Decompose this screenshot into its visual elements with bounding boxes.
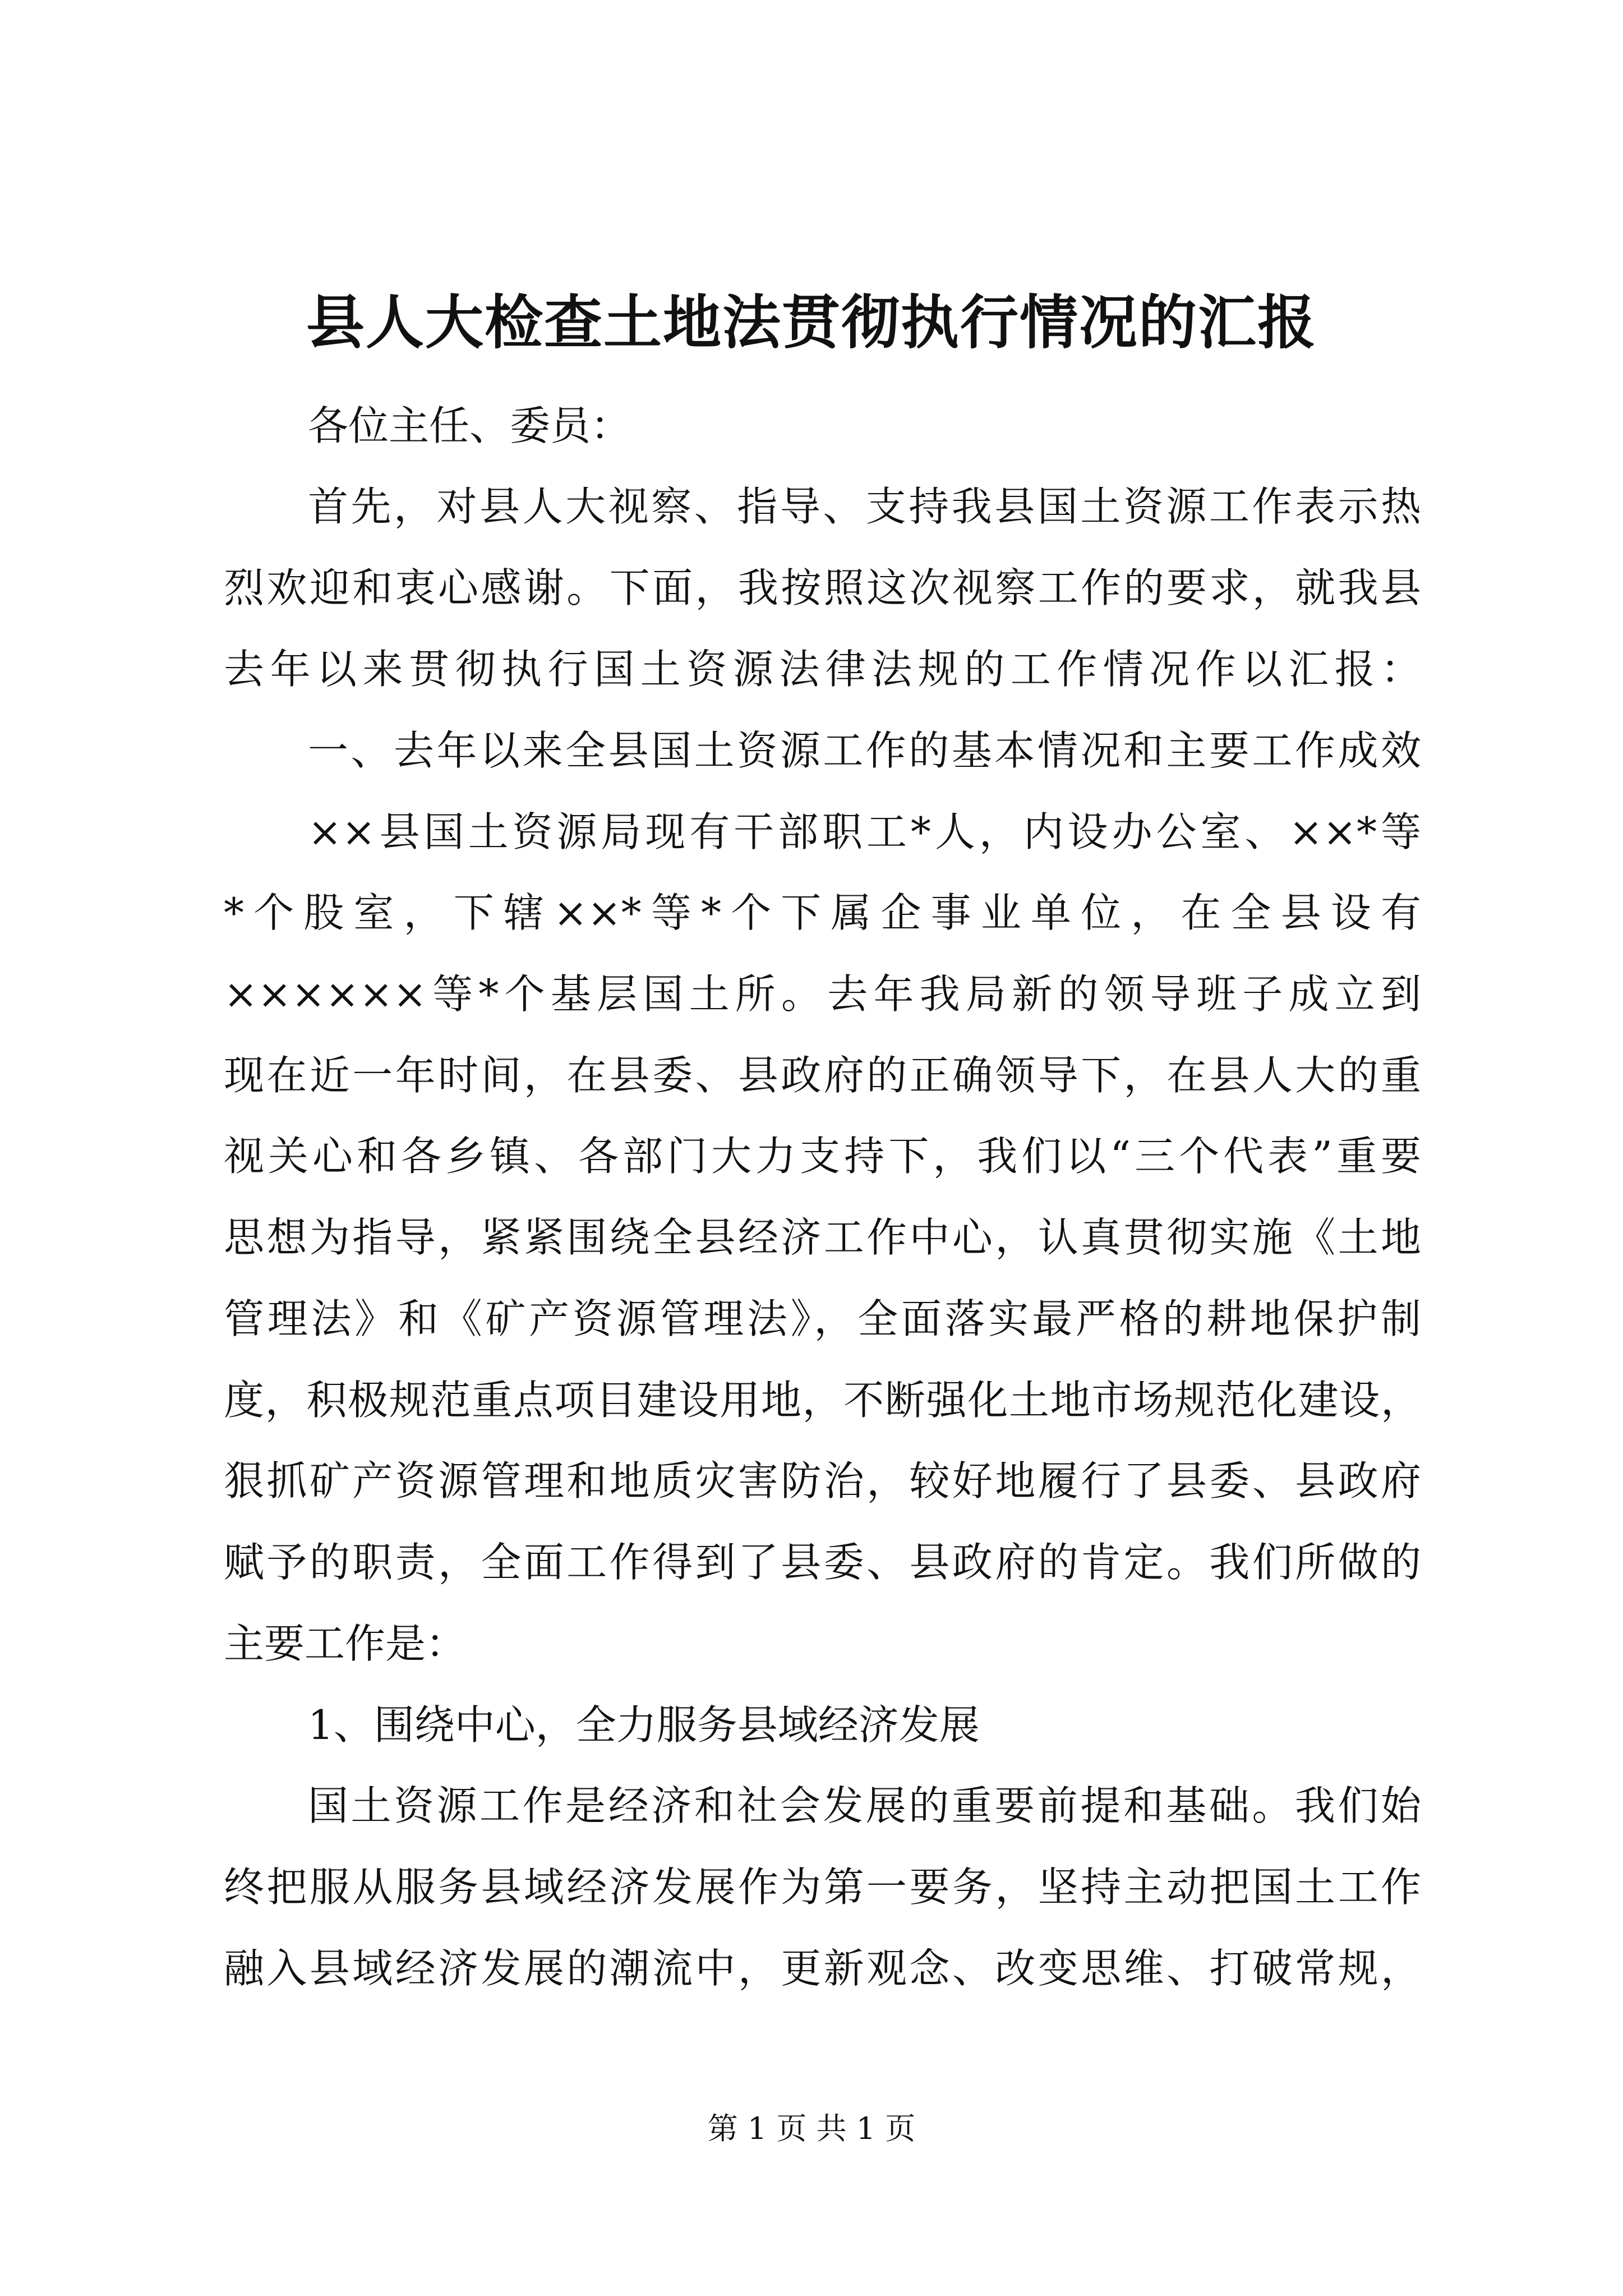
paragraph-line: 国土资源工作是经济和社会发展的重要前提和基础。我们始 [308,1782,1421,1829]
paragraph-line: 去年以来贯彻执行国土资源法律法规的工作情况作以汇报： [224,646,1421,693]
paragraph-line: ××县国土资源局现有干部职工*人，内设办公室、××*等 [308,808,1421,855]
paragraph-line: 思想为指导，紧紧围绕全县经济工作中心，认真贯彻实施《土地 [224,1214,1421,1261]
paragraph-line: 现在近一年时间，在县委、县政府的正确领导下，在县人大的重 [224,1052,1421,1099]
paragraph-line: 融入县域经济发展的潮流中，更新观念、改变思维、打破常规， [224,1945,1421,1992]
paragraph-line: 管理法》和《矿产资源管理法》，全面落实最严格的耕地保护制 [224,1295,1421,1342]
page-footer: 第 1 页 共 1 页 [707,2111,916,2146]
paragraph-line: *个股室，下辖××*等*个下属企事业单位，在全县设有 [224,889,1421,936]
paragraph-line: 主要工作是： [224,1620,467,1667]
section-heading: 一、去年以来全县国土资源工作的基本情况和主要工作成效 [308,727,1421,774]
paragraph-line: 度，积极规范重点项目建设用地，不断强化土地市场规范化建设， [224,1377,1421,1424]
subsection-heading: 1、围绕中心，全力服务县域经济发展 [308,1701,980,1749]
paragraph-line: 烈欢迎和衷心感谢。下面，我按照这次视察工作的要求，就我县 [224,564,1421,611]
paragraph-line: 终把服从服务县域经济发展作为第一要务，坚持主动把国土工作 [224,1864,1421,1911]
paragraph-line: ××××××等*个基层国土所。去年我局新的领导班子成立到 [224,970,1421,1018]
paragraph-line: 视关心和各乡镇、各部门大力支持下，我们以“三个代表”重要 [224,1133,1421,1180]
paragraph-line: 赋予的职责，全面工作得到了县委、县政府的肯定。我们所做的 [224,1539,1421,1586]
document-title: 县人大检查土地法贯彻执行情况的汇报 [306,288,1317,357]
salutation-line: 各位主任、委员： [308,402,631,449]
paragraph-line: 首先，对县人大视察、指导、支持我县国土资源工作表示热 [308,483,1421,530]
paragraph-line: 狠抓矿产资源管理和地质灾害防治，较好地履行了县委、县政府 [224,1457,1421,1504]
